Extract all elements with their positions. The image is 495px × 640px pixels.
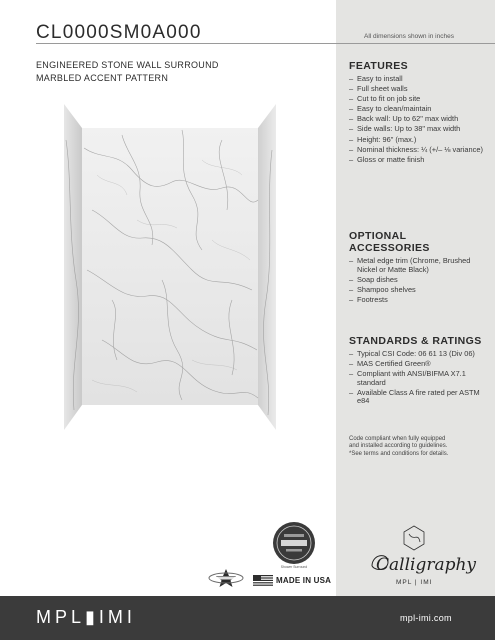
made-in-usa-label: MADE IN USA — [276, 576, 332, 585]
standards-section — [349, 335, 489, 408]
list-item: – Compliant with ANSI/BIFMA X7.1 standard — [349, 370, 489, 387]
list-item: – Full sheet walls — [349, 85, 484, 94]
accessories-heading-line-1: OPTIONAL — [349, 230, 407, 242]
standards-list — [349, 350, 489, 406]
website-link[interactable]: mpl-imi.com — [400, 613, 452, 623]
list-item: – MAS Certified Green® — [349, 360, 489, 369]
list-item: – Height: 96" (max.) — [349, 136, 484, 145]
list-item: – Gloss or matte finish — [349, 156, 484, 165]
list-item: – Cut to fit on job site — [349, 95, 484, 104]
list-item: – Footrests — [349, 296, 484, 305]
note-line-2: and installed according to guidelines. — [349, 443, 448, 450]
note-line-3: *See terms and conditions for details. — [349, 450, 449, 457]
certified-logo-icon — [208, 568, 244, 588]
code-compliance-note — [349, 436, 489, 458]
accessories-heading-line-2: ACCESSORIES — [349, 242, 430, 254]
accessories-section — [349, 230, 484, 306]
list-item: – Available Class A fire rated per ASTM e84 — [349, 389, 489, 406]
list-item: – Shampoo shelves — [349, 286, 484, 295]
list-item: – Nominal thickness: ¼ (+/– ⅛ variance) — [349, 146, 484, 155]
list-item: – Soap dishes — [349, 276, 484, 285]
subtitle-line-1: ENGINEERED STONE WALL SURROUND — [36, 60, 219, 70]
calligraphy-logo — [366, 524, 477, 578]
features-heading: FEATURES — [349, 60, 409, 72]
calligraphy-logo-text: Calligraphy — [376, 555, 477, 575]
accessories-list — [349, 257, 484, 304]
header-divider — [36, 43, 495, 44]
certification-badge-icon — [272, 521, 316, 565]
badge-caption: Shower Surround — [280, 565, 308, 569]
note-line-1: Code compliant when fully equipped — [349, 436, 446, 442]
features-list — [349, 75, 484, 164]
shower-surround-image — [62, 100, 278, 432]
mpl-imi-brand-logo: MPL▮IMI — [36, 607, 136, 627]
product-subtitle — [36, 59, 219, 85]
standards-heading: STANDARDS & RATINGS — [349, 335, 482, 347]
product-code: CL0000SM0A000 — [36, 22, 202, 43]
list-item: – Typical CSI Code: 06 61 13 (Div 06) — [349, 350, 489, 359]
calligraphy-sub-brand: MPL | IMI — [396, 579, 433, 586]
list-item: – Back wall: Up to 62" max width — [349, 115, 484, 124]
list-item: – Easy to install — [349, 75, 484, 84]
dimensions-note: All dimensions shown in inches — [364, 33, 454, 40]
us-flag-icon — [253, 575, 273, 586]
accessories-heading — [349, 230, 484, 254]
list-item: – Easy to clean/maintain — [349, 105, 484, 114]
list-item: – Side walls: Up to 38" max width — [349, 125, 484, 134]
footer-bar — [0, 596, 495, 640]
features-section — [349, 60, 484, 166]
list-item: – Metal edge trim (Chrome, Brushed Nickel or Matte Black) — [349, 257, 484, 274]
subtitle-line-2: MARBLED ACCENT PATTERN — [36, 73, 169, 83]
